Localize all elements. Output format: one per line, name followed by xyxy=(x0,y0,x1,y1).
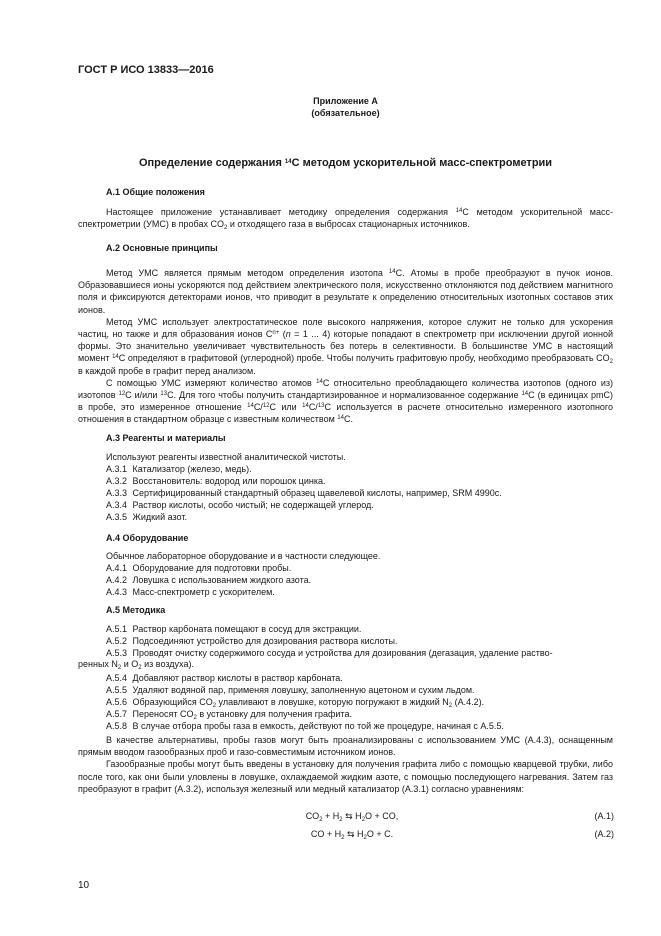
list-item: А.3.1 Катализатор (железо, медь). xyxy=(106,464,252,475)
document-title: Определение содержания $^{14}$C методом ускорительной масс-спектрометрии xyxy=(138,157,553,169)
document-header: ГОСТ Р ИСО 13833—2016 xyxy=(78,64,214,76)
paragraph-a5: В качестве альтернативы, пробы газов могут быть проанализированы с использованием УМС (А.4.3), оснащенным прямым вводом газообразных проб и газо-совместимым источником ионов. Газообразные пробы могут быть введены в установку для получения графита либо с помощью кварцевой трубки, либо после того, как они были уловлены в ловушке, охлаждаемой жидким азоте, с помощью последующего нагревания. Затем газ преобразуют в графит (А.3.2), используя железный или медный катализатор (А.3.1) согласно уравнениям: xyxy=(78,735,613,794)
list-item: А.5.8 В случае отбора пробы газа в емкость, действуют по той же процедуре, начиная с А.5.5. xyxy=(106,721,504,732)
document-page: ГОСТ Р ИСО 13833—2016 Приложение А (обязательное) Определение содержания $^{14}$C методом ускорительной масс-спектрометрии А.1 Общие положения Настоящее приложение устанавливает методику определения содержания $^{14}$C методом ускорительной масс-спектрометрии (УМС) в пробах $CO_2$ и отходящего газа в выбросах стационарных источников. А.2 Основные принципы Метод УМС является прямым методом определения изотопа $^{14}$C. Атомы в пробе преобразуют в пучок ионов. Образовавшиеся ионы ускоряются под действием электрического поля, искусственно отклоняются под действием магнитного поля и фиксируются детекторами ионов, что приводит в результате к определению относительных изотопных составов этих ионов. Метод УМС использует электростатическое поле высокого напряжения, которое служит не только для ускорения частиц, но также и для образования ионов $C^{n+}$ (n = 1 ... 4) которые попадают в спектрометр при исключении другой ионной формы. Это значительно увеличивает чувствительность без потерь в селективности. В большинстве УМС в настоящий момент $^{14}$C определяют в графитовой (углеродной) пробе. Чтобы получить графитовую пробу, необходимо преобразовать $CO_2$ в каждой пробе в графит перед анализом. С помощью УМС измеряют количество атомов $^{14}$C относительно преобладающего количества изотопов (одного из) изотопов $^{12}$C и/или $^{13}$C. Для того чтобы получить стандартизированное и нормализованное содержание $^{14}$C (в единицах pmC) в пробе, это измеренное отношение $^{14}$C/$^{12}$C или $^{14}$C/$^{13}$C используется в расчете относительно измеренного изотопного отношения в стандартном образце с известным количеством $^{14}$C. А.3 Реагенты и материалы Используют реагенты известной аналитической чистоты. А.3.1 Катализатор (железо, медь). А.3.2 Восстановитель: водород или порошок цинка. А.3.3 Сертифицированный стандартный образец щавелевой кислоты, например, SRM 4990c. А.3.4 Раствор кислоты, особо чистый; не содержащей углерод. А.3.5 Жидкий азот. А.4 Оборудование Обычное лабораторное оборудование и в частности следующее. А.4.1 Оборудование для подготовки пробы. А.4.2 Ловушка с использованием жидкого азота. А.4.3 Масс-спектрометр с ускорителем. А.5 Методика А.5.1 Раствор карбоната помещают в сосуд для экстракции. А.5.2 Подсоединяют устройство для дозирования раствора кислоты. А.5.3 Проводят очистку содержимого сосуда и устройства для дозирования (дегазация, удаление раство- ренных $N_2$ и $O_2$ из воздуха). А.5.4 Добавляют раствор кислоты в раствор карбоната. А.5.5 Удаляют водяной пар, применяя ловушку, заполненную ацетоном и сухим льдом. А.5.6 Образующийся $CO_2$ улавливают в ловушке, которую погружают в жидкий $N_2$ (А.4.2). А.5.7 Переносят $CO_2$ в установку для получения графита. А.5.8 В случае отбора пробы газа в емкость, действуют по той же процедуре, начиная с А.5.5. В качестве альтернативы, пробы газов могут быть проанализированы с использованием УМС (А.4.3), оснащенным прямым вводом газообразных проб и газо-совместимым источником ионов. Газообразные пробы могут быть введены в установку для получения графита либо с помощью кварцевой трубки, либо после того, как они были уловлены в ловушке, охлаждаемой жидким азоте, с помощью последующего нагревания. Затем газ преобразуют в графит (А.3.2), используя железный или медный катализатор (А.3.1) согласно уравнениям: $CO_2 + H_2$ ⇆ $H_2O$ + CO, (A.1) CO + $H_2$ ⇆ $H_2O + C$. (A.2) 10 xyxy=(0,0,661,936)
section-heading-a3: А.3 Реагенты и материалы xyxy=(106,433,226,443)
list-intro: Обычное лабораторное оборудование и в частности следующее. xyxy=(106,551,381,561)
list-item: А.5.7 Переносят $CO_2$ в установку для получения графита. xyxy=(106,709,352,722)
equation-number: (A.2) xyxy=(594,829,614,839)
list-a5 xyxy=(106,623,553,659)
list-item: А.5.6 Образующийся $CO_2$ улавливают в ловушке, которую погружают в жидкий $N_2$ (А.4.2). xyxy=(106,697,485,710)
list-item: А.3.4 Раствор кислоты, особо чистый; не содержащей углерод. xyxy=(106,500,374,511)
equation-number: (A.1) xyxy=(594,811,614,821)
page-number: 10 xyxy=(78,880,90,891)
list-a3 xyxy=(106,451,502,524)
paragraph-a1: Настоящее приложение устанавливает методику определения содержания $^{14}$C методом ускорительной масс-спектрометрии (УМС) в пробах $CO_2$ и отходящего газа в выбросах стационарных источников. xyxy=(78,207,613,232)
list-a5-continued xyxy=(106,672,504,732)
section-heading-a5: А.5 Методика xyxy=(106,605,166,615)
annex-status: (обязательное) xyxy=(311,108,380,118)
list-item: А.4.1 Оборудование для подготовки пробы. xyxy=(106,563,292,574)
list-item: А.5.5 Удаляют водяной пар, применяя ловушку, заполненную ацетоном и сухим льдом. xyxy=(106,685,475,696)
section-heading-a4: А.4 Оборудование xyxy=(106,533,189,543)
list-item: А.3.3 Сертифицированный стандартный образец щавелевой кислоты, например, SRM 4990c. xyxy=(106,488,502,499)
list-item: А.5.4 Добавляют раствор кислоты в раствор карбоната. xyxy=(106,673,343,683)
list-item-continuation: ренных $N_2$ и $O_2$ из воздуха). xyxy=(78,659,194,671)
list-a4 xyxy=(106,550,380,598)
list-item: А.4.3 Масс-спектрометр с ускорителем. xyxy=(106,587,275,598)
section-heading-a1: А.1 Общие положения xyxy=(106,187,205,197)
list-intro: Используют реагенты известной аналитической чистоты. xyxy=(106,452,346,462)
list-item: А.4.2 Ловушка с использованием жидкого азота. xyxy=(106,575,312,586)
section-heading-a2: А.2 Основные принципы xyxy=(106,243,218,253)
list-item: А.5.1 Раствор карбоната помещают в сосуд для экстракции. xyxy=(106,624,362,634)
list-item: А.3.2 Восстановитель: водород или порошок цинка. xyxy=(106,476,326,487)
list-item: А.5.3 Проводят очистку содержимого сосуда и устройства для дозирования (дегазация, удаление раство- xyxy=(106,648,553,659)
list-item: А.3.5 Жидкий азот. xyxy=(106,512,187,523)
paragraph-a2: Метод УМС является прямым методом определения изотопа $^{14}$C. Атомы в пробе преобразуют в пучок ионов. Образовавшиеся ионы ускоряются под действием электрического поля, искусственно отклоняются под действием магнитного поля и фиксируются детекторами ионов, что приводит в результате к определению относительных изотопных составов этих ионов. Метод УМС использует электростатическое поле высокого напряжения, которое служит не только для ускорения частиц, но также и для образования ионов $C^{n+}$ (n = 1 ... 4) которые попадают в спектрометр при исключении другой ионной формы. Это значительно увеличивает чувствительность без потерь в селективности. В большинстве УМС в настоящий момент $^{14}$C определяют в графитовой (углеродной) пробе. Чтобы получить графитовую пробу, необходимо преобразовать $CO_2$ в каждой пробе в графит перед анализом. С помощью УМС измеряют количество атомов $^{14}$C относительно преобладающего количества изотопов (одного из) изотопов $^{12}$C и/или $^{13}$C. Для того чтобы получить стандартизированное и нормализованное содержание $^{14}$C (в единицах pmC) в пробе, это измеренное отношение $^{14}$C/$^{12}$C или $^{14}$C/$^{13}$C используется в расчете относительно измеренного изотопного отношения в стандартном образце с известным количеством $^{14}$C. xyxy=(78,268,614,425)
list-item: А.5.2 Подсоединяют устройство для дозирования раствора кислоты. xyxy=(106,636,398,647)
annex-title: Приложение А xyxy=(313,96,378,106)
